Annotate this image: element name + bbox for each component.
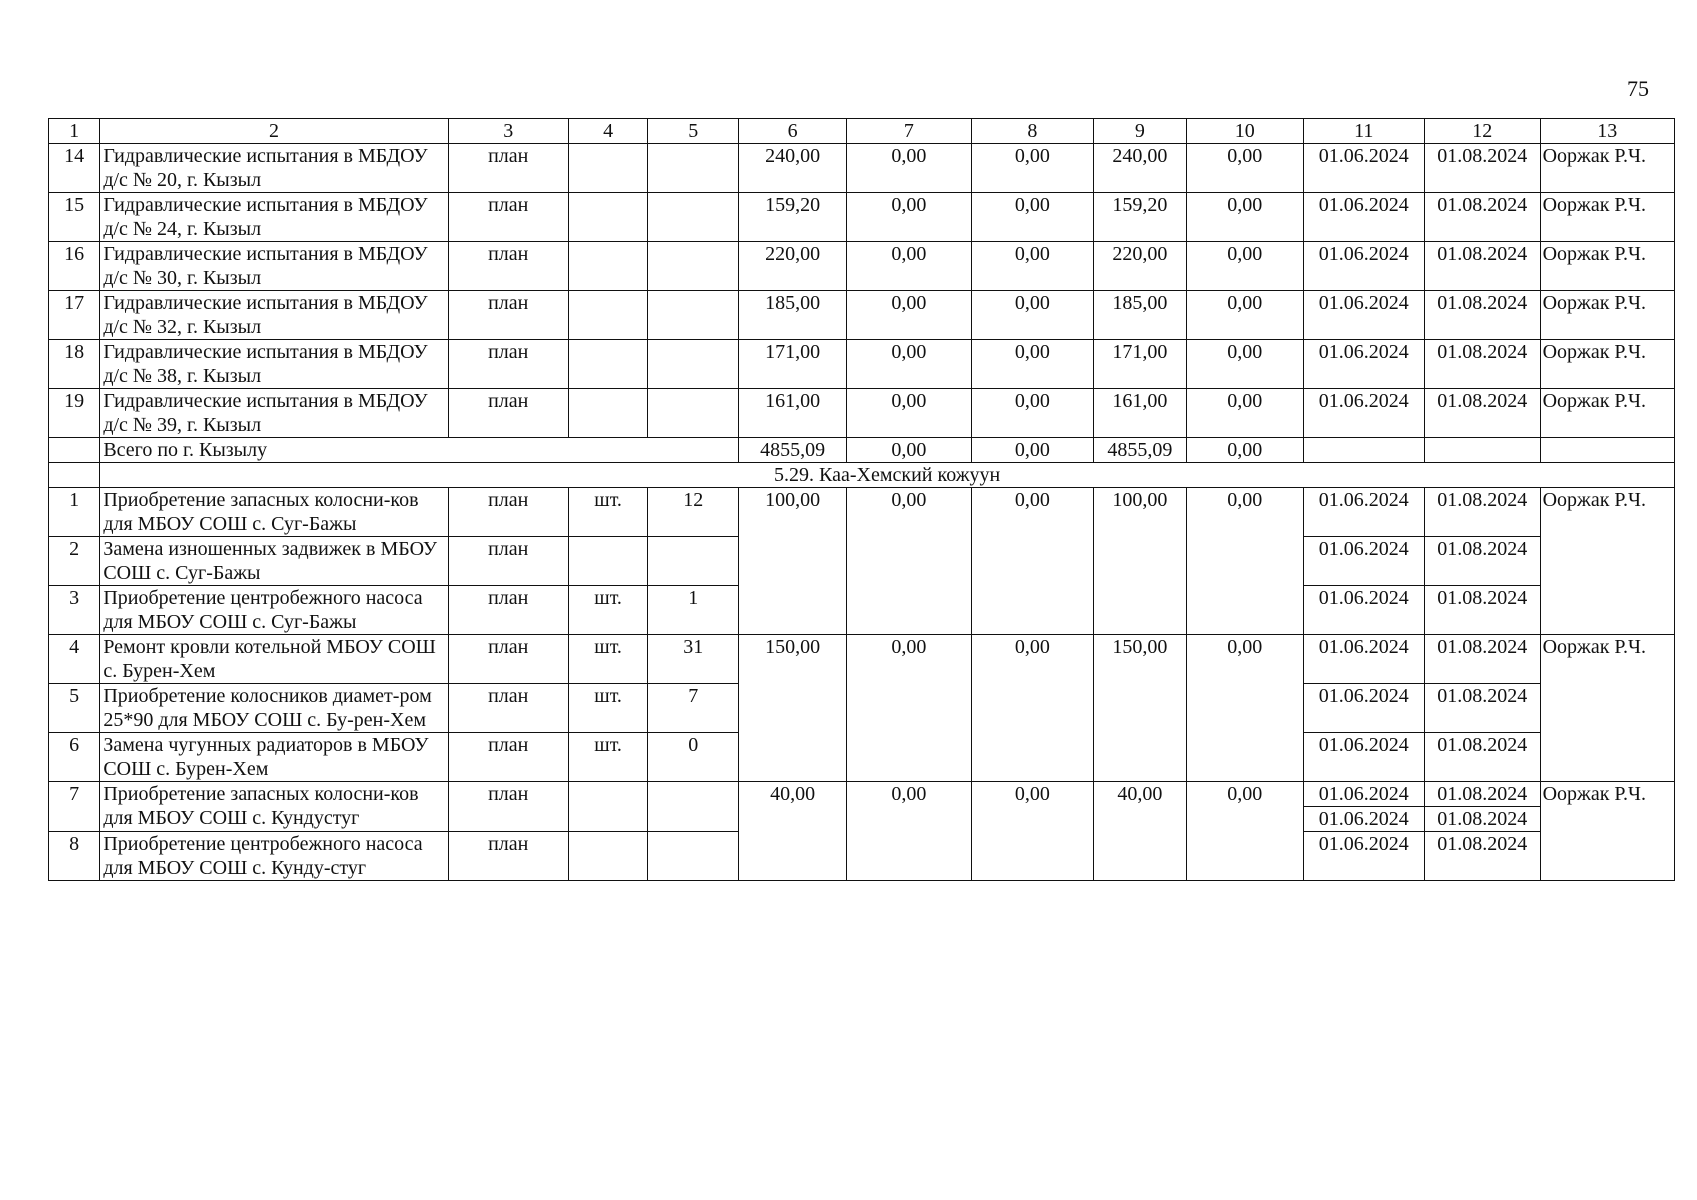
- group-col10: 0,00: [1186, 488, 1303, 635]
- work-name: Гидравлические испытания в МБДОУ д/с № 20, г. Кызыл: [100, 144, 448, 193]
- end-date: 01.08.2024: [1424, 144, 1540, 193]
- plan-type: план: [448, 782, 568, 832]
- end-date: 01.08.2024: [1424, 389, 1540, 438]
- unit: [568, 340, 648, 389]
- row-number: 17: [49, 291, 100, 340]
- header-cell: 12: [1424, 119, 1540, 144]
- table-row: [49, 635, 1675, 684]
- quantity: 1: [648, 586, 739, 635]
- total-col7: 0,00: [847, 438, 971, 463]
- end-date: 01.08.2024: [1424, 537, 1540, 586]
- end-date: 01.08.2024: [1424, 635, 1540, 684]
- col8-value: 0,00: [971, 193, 1093, 242]
- quantity: [648, 291, 739, 340]
- header-cell: 10: [1186, 119, 1303, 144]
- responsible: Ооржак Р.Ч.: [1540, 389, 1674, 438]
- total-empty-cell: [1303, 438, 1424, 463]
- col6-value: 240,00: [739, 144, 847, 193]
- start-date: 01.06.2024: [1303, 782, 1424, 807]
- quantity: [648, 193, 739, 242]
- col9-value: 220,00: [1093, 242, 1186, 291]
- work-name: Гидравлические испытания в МБДОУ д/с № 24, г. Кызыл: [100, 193, 448, 242]
- group-col7: 0,00: [847, 782, 971, 881]
- group-col8: 0,00: [971, 635, 1093, 782]
- quantity: 0: [648, 733, 739, 782]
- total-col10: 0,00: [1186, 438, 1303, 463]
- header-cell: 13: [1540, 119, 1674, 144]
- start-date: 01.06.2024: [1303, 340, 1424, 389]
- responsible: Ооржак Р.Ч.: [1540, 488, 1674, 635]
- end-date: 01.08.2024: [1424, 684, 1540, 733]
- header-cell: 3: [448, 119, 568, 144]
- end-date: 01.08.2024: [1424, 291, 1540, 340]
- start-date: 01.06.2024: [1303, 635, 1424, 684]
- section-number-cell: [49, 463, 100, 488]
- group-col9: 40,00: [1093, 782, 1186, 881]
- plan-type: план: [448, 586, 568, 635]
- responsible: Ооржак Р.Ч.: [1540, 144, 1674, 193]
- unit: [568, 193, 648, 242]
- end-date: 01.08.2024: [1424, 807, 1540, 832]
- table-row: [49, 389, 1675, 438]
- quantity: [648, 340, 739, 389]
- work-name: Приобретение центробежного насоса для МБОУ СОШ с. Суг-Бажы: [100, 586, 448, 635]
- responsible: Ооржак Р.Ч.: [1540, 193, 1674, 242]
- unit: [568, 782, 648, 832]
- plan-type: план: [448, 144, 568, 193]
- header-cell: 2: [100, 119, 448, 144]
- end-date: 01.08.2024: [1424, 488, 1540, 537]
- plan-type: план: [448, 242, 568, 291]
- table-row: [49, 782, 1675, 807]
- row-number: 8: [49, 832, 100, 881]
- unit: [568, 144, 648, 193]
- unit: [568, 242, 648, 291]
- start-date: 01.06.2024: [1303, 144, 1424, 193]
- table-row: [49, 488, 1675, 537]
- col9-value: 240,00: [1093, 144, 1186, 193]
- work-name: Гидравлические испытания в МБДОУ д/с № 32, г. Кызыл: [100, 291, 448, 340]
- start-date: 01.06.2024: [1303, 242, 1424, 291]
- total-col9: 4855,09: [1093, 438, 1186, 463]
- total-number-cell: [49, 438, 100, 463]
- col7-value: 0,00: [847, 242, 971, 291]
- kyzyl-rows: [49, 144, 1675, 438]
- col7-value: 0,00: [847, 340, 971, 389]
- group-col6: 40,00: [739, 782, 847, 881]
- page-number: 75: [1627, 76, 1649, 101]
- col10-value: 0,00: [1186, 291, 1303, 340]
- start-date: 01.06.2024: [1303, 733, 1424, 782]
- header-cell: 7: [847, 119, 971, 144]
- header-row: [49, 119, 1675, 144]
- quantity: [648, 242, 739, 291]
- group-col8: 0,00: [971, 488, 1093, 635]
- responsible: Ооржак Р.Ч.: [1540, 291, 1674, 340]
- col10-value: 0,00: [1186, 242, 1303, 291]
- work-name: Приобретение запасных колосни-ков для МБОУ СОШ с. Суг-Бажы: [100, 488, 448, 537]
- unit: шт.: [568, 586, 648, 635]
- start-date: 01.06.2024: [1303, 807, 1424, 832]
- plan-type: план: [448, 488, 568, 537]
- col8-value: 0,00: [971, 389, 1093, 438]
- unit: шт.: [568, 635, 648, 684]
- work-name: Приобретение колосников диамет-ром 25*90 для МБОУ СОШ с. Бу-рен-Хем: [100, 684, 448, 733]
- header-cell: 11: [1303, 119, 1424, 144]
- row-number: 18: [49, 340, 100, 389]
- start-date: 01.06.2024: [1303, 193, 1424, 242]
- col7-value: 0,00: [847, 193, 971, 242]
- total-label: Всего по г. Кызылу: [100, 438, 739, 463]
- row-number: 2: [49, 537, 100, 586]
- group-col6: 150,00: [739, 635, 847, 782]
- start-date: 01.06.2024: [1303, 488, 1424, 537]
- plan-type: план: [448, 340, 568, 389]
- work-name: Гидравлические испытания в МБДОУ д/с № 38, г. Кызыл: [100, 340, 448, 389]
- col9-value: 171,00: [1093, 340, 1186, 389]
- table-row: [49, 242, 1675, 291]
- row-number: 6: [49, 733, 100, 782]
- col9-value: 159,20: [1093, 193, 1186, 242]
- row-number: 15: [49, 193, 100, 242]
- start-date: 01.06.2024: [1303, 684, 1424, 733]
- unit: [568, 389, 648, 438]
- total-empty-cell: [1424, 438, 1540, 463]
- group-col6: 100,00: [739, 488, 847, 635]
- col8-value: 0,00: [971, 242, 1093, 291]
- row-number: 5: [49, 684, 100, 733]
- row-number: 19: [49, 389, 100, 438]
- row-number: 3: [49, 586, 100, 635]
- table-row: [49, 193, 1675, 242]
- col7-value: 0,00: [847, 144, 971, 193]
- responsible: Ооржак Р.Ч.: [1540, 242, 1674, 291]
- group-col7: 0,00: [847, 488, 971, 635]
- col6-value: 161,00: [739, 389, 847, 438]
- end-date: 01.08.2024: [1424, 832, 1540, 881]
- end-date: 01.08.2024: [1424, 242, 1540, 291]
- group-col8: 0,00: [971, 782, 1093, 881]
- start-date: 01.06.2024: [1303, 389, 1424, 438]
- work-name: Приобретение центробежного насоса для МБОУ СОШ с. Кунду-стуг: [100, 832, 448, 881]
- work-name: Гидравлические испытания в МБДОУ д/с № 30, г. Кызыл: [100, 242, 448, 291]
- section-row: [49, 463, 1675, 488]
- header-cell: 8: [971, 119, 1093, 144]
- col7-value: 0,00: [847, 389, 971, 438]
- group-col10: 0,00: [1186, 782, 1303, 881]
- header-cell: 9: [1093, 119, 1186, 144]
- table-row: [49, 340, 1675, 389]
- col10-value: 0,00: [1186, 193, 1303, 242]
- col10-value: 0,00: [1186, 144, 1303, 193]
- col10-value: 0,00: [1186, 389, 1303, 438]
- group-col9: 150,00: [1093, 635, 1186, 782]
- start-date: 01.06.2024: [1303, 291, 1424, 340]
- plan-type: план: [448, 389, 568, 438]
- header-cell: 4: [568, 119, 648, 144]
- quantity: 7: [648, 684, 739, 733]
- group-col9: 100,00: [1093, 488, 1186, 635]
- unit: шт.: [568, 488, 648, 537]
- unit: [568, 291, 648, 340]
- work-name: Замена изношенных задвижек в МБОУ СОШ с. Суг-Бажы: [100, 537, 448, 586]
- responsible: Ооржак Р.Ч.: [1540, 340, 1674, 389]
- col6-value: 220,00: [739, 242, 847, 291]
- work-name: Гидравлические испытания в МБДОУ д/с № 39, г. Кызыл: [100, 389, 448, 438]
- col6-value: 159,20: [739, 193, 847, 242]
- plan-type: план: [448, 291, 568, 340]
- col6-value: 185,00: [739, 291, 847, 340]
- row-number: 7: [49, 782, 100, 832]
- unit: шт.: [568, 684, 648, 733]
- quantity: [648, 144, 739, 193]
- header-cell: 5: [648, 119, 739, 144]
- row-number: 1: [49, 488, 100, 537]
- end-date: 01.08.2024: [1424, 193, 1540, 242]
- quantity: [648, 832, 739, 881]
- responsible: Ооржак Р.Ч.: [1540, 782, 1674, 881]
- total-col8: 0,00: [971, 438, 1093, 463]
- unit: [568, 537, 648, 586]
- total-empty-cell: [1540, 438, 1674, 463]
- table-row: [49, 291, 1675, 340]
- work-name: Приобретение запасных колосни-ков для МБОУ СОШ с. Кундустуг: [100, 782, 448, 832]
- plan-type: план: [448, 684, 568, 733]
- kyzyl-total-row: [49, 438, 1675, 463]
- plan-type: план: [448, 635, 568, 684]
- start-date: 01.06.2024: [1303, 832, 1424, 881]
- header-cell: 1: [49, 119, 100, 144]
- unit: [568, 832, 648, 881]
- start-date: 01.06.2024: [1303, 537, 1424, 586]
- work-plan-table: [48, 118, 1675, 881]
- quantity: [648, 537, 739, 586]
- table-row: [49, 144, 1675, 193]
- col8-value: 0,00: [971, 340, 1093, 389]
- col7-value: 0,00: [847, 291, 971, 340]
- plan-type: план: [448, 832, 568, 881]
- col6-value: 171,00: [739, 340, 847, 389]
- plan-type: план: [448, 537, 568, 586]
- end-date: 01.08.2024: [1424, 782, 1540, 807]
- quantity: [648, 782, 739, 832]
- end-date: 01.08.2024: [1424, 586, 1540, 635]
- col9-value: 185,00: [1093, 291, 1186, 340]
- start-date: 01.06.2024: [1303, 586, 1424, 635]
- col10-value: 0,00: [1186, 340, 1303, 389]
- work-name: Ремонт кровли котельной МБОУ СОШ с. Бурен-Хем: [100, 635, 448, 684]
- col8-value: 0,00: [971, 144, 1093, 193]
- quantity: 31: [648, 635, 739, 684]
- total-col6: 4855,09: [739, 438, 847, 463]
- end-date: 01.08.2024: [1424, 733, 1540, 782]
- quantity: [648, 389, 739, 438]
- group-col7: 0,00: [847, 635, 971, 782]
- row-number: 14: [49, 144, 100, 193]
- responsible: Ооржак Р.Ч.: [1540, 635, 1674, 782]
- work-name: Замена чугунных радиаторов в МБОУ СОШ с. Бурен-Хем: [100, 733, 448, 782]
- end-date: 01.08.2024: [1424, 340, 1540, 389]
- section-title: 5.29. Каа-Хемский кожуун: [100, 463, 1675, 488]
- col8-value: 0,00: [971, 291, 1093, 340]
- row-number: 4: [49, 635, 100, 684]
- header-cell: 6: [739, 119, 847, 144]
- plan-type: план: [448, 733, 568, 782]
- group-col10: 0,00: [1186, 635, 1303, 782]
- unit: шт.: [568, 733, 648, 782]
- quantity: 12: [648, 488, 739, 537]
- row-number: 16: [49, 242, 100, 291]
- plan-type: план: [448, 193, 568, 242]
- col9-value: 161,00: [1093, 389, 1186, 438]
